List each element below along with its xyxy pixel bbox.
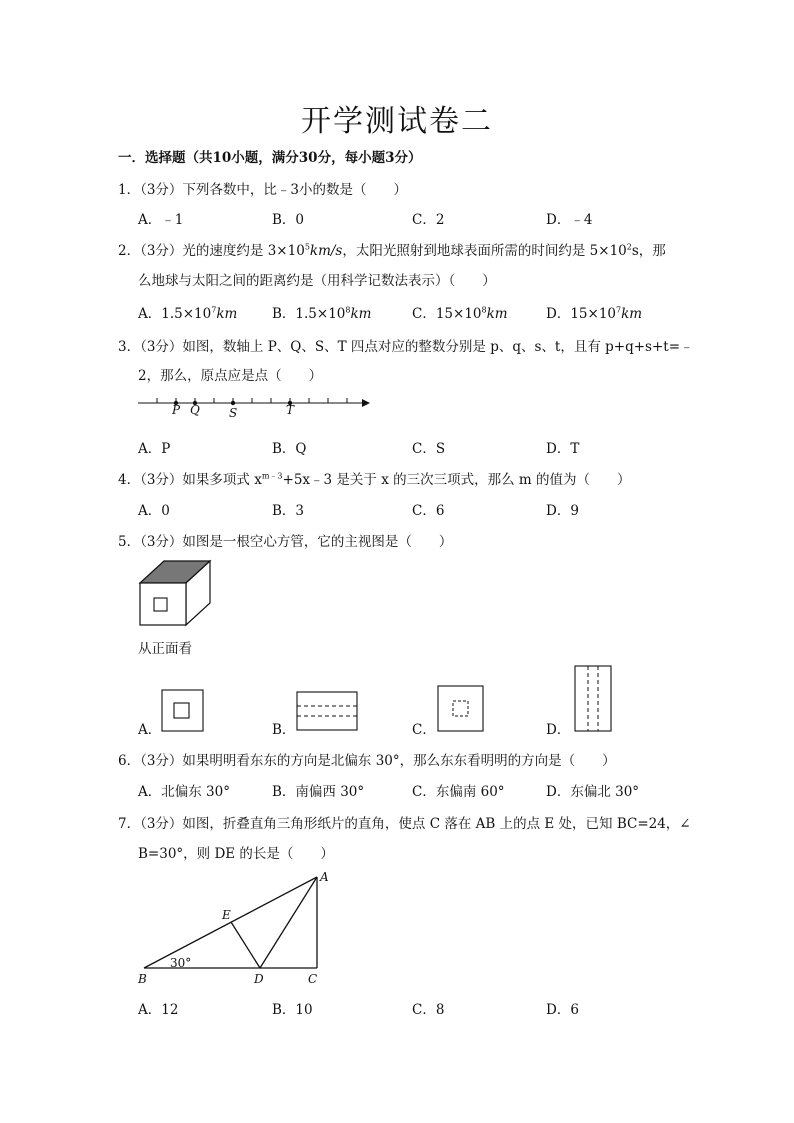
q5-option-b[interactable]: B． <box>272 722 296 738</box>
question-3-line2: 2，那么，原点应是点（ ） <box>138 368 323 384</box>
axis-label-q: Q <box>190 403 200 417</box>
q3-option-c[interactable]: C．S <box>412 441 446 457</box>
q2-option-a-exp: 7 <box>211 305 217 315</box>
page-title: 开学测试卷二 <box>301 104 493 139</box>
q2-exp-1: 5 <box>304 242 310 252</box>
q4-option-b[interactable]: B．3 <box>272 503 305 519</box>
q6-option-b[interactable]: B．南偏西 30° <box>272 784 365 800</box>
q1-option-d[interactable]: D．﹣4 <box>546 212 593 228</box>
q2-unit-2: s，那 <box>631 243 666 259</box>
vertex-label-e: E <box>222 908 231 922</box>
q2-option-d-exp: 7 <box>616 305 622 315</box>
q4-option-a[interactable]: A．0 <box>138 503 170 519</box>
q2-option-a-unit: km <box>216 306 238 322</box>
question-5-stem: 5．（3分）如图是一根空心方管，它的主视图是（ ） <box>118 534 453 550</box>
question-7-line1: 7．（3分）如图，折叠直角三角形纸片的直角，使点 C 落在 AB 上的点 E 处，已知 BC=24，∠ <box>118 816 691 832</box>
q4-option-d[interactable]: D．9 <box>546 503 579 519</box>
q5-option-d[interactable]: D． <box>546 722 571 738</box>
q1-option-c[interactable]: C．2 <box>412 212 445 228</box>
q4-option-c[interactable]: C．6 <box>412 503 445 519</box>
q6-option-d[interactable]: D．东偏北 30° <box>546 784 640 800</box>
q2-option-d-label: D．15×10 <box>546 306 616 322</box>
q4-exponent: m﹣3 <box>261 471 283 481</box>
q3-option-b[interactable]: B．Q <box>272 441 307 457</box>
vertex-label-b: B <box>138 972 147 986</box>
q2-option-d-unit: km <box>621 306 643 322</box>
section-heading: 一．选择题（共10小题，满分30分，每小题3分） <box>118 150 422 166</box>
axis-label-p: P <box>172 403 181 417</box>
q7-option-d[interactable]: D．6 <box>546 1002 579 1018</box>
q1-option-a[interactable]: A．﹣1 <box>138 212 184 228</box>
question-2-line2: 么地球与太阳之间的距离约是（用科学记数法表示）（ ） <box>138 273 496 289</box>
q2-text-b: ，太阳光照射到地球表面所需的时间约是 5×10 <box>342 243 627 259</box>
q2-text-a: 2．（3分）光的速度约是 3×10 <box>118 243 305 259</box>
q2-option-b-exp: 8 <box>345 305 351 315</box>
axis-label-s: S <box>229 406 238 420</box>
q7-option-b[interactable]: B．10 <box>272 1002 313 1018</box>
segment-de <box>231 922 260 968</box>
question-7-line2: B=30°，则 DE 的长是（ ） <box>138 846 334 862</box>
vertex-label-a: A <box>320 870 329 884</box>
q7-option-c[interactable]: C．8 <box>412 1002 445 1018</box>
question-3-line1: 3．（3分）如图，数轴上 P、Q、S、T 四点对应的整数分别是 p、q、s、t，且有 p+q+s+t=﹣ <box>118 339 694 355</box>
q3-option-d[interactable]: D．T <box>546 441 580 457</box>
q4-text-b: +5x﹣3 是关于 x 的三次三项式，那么 m 的值为（ ） <box>282 472 631 488</box>
q2-option-a-label: A．1.5×10 <box>138 306 212 322</box>
q2-exp-2: 2 <box>626 242 632 252</box>
fold-line-ad <box>260 877 317 968</box>
side-ab <box>144 877 317 968</box>
q2-option-c-unit: km <box>486 306 508 322</box>
q2-option-b-label: B．1.5×10 <box>272 306 346 322</box>
q2-option-c-label: C．15×10 <box>412 306 482 322</box>
q2-option-b-unit: km <box>350 306 372 322</box>
question-6-stem: 6．（3分）如果明明看东东的方向是北偏东 30°，那么东东看明明的方向是（ ） <box>118 753 616 769</box>
q1-option-b[interactable]: B．0 <box>272 212 305 228</box>
angle-label-b: 30° <box>170 956 192 970</box>
q6-option-c[interactable]: C．东偏南 60° <box>412 784 505 800</box>
vertex-label-d: D <box>254 972 264 986</box>
vertex-label-c: C <box>308 972 318 986</box>
q3-option-a[interactable]: A．P <box>138 441 171 457</box>
q7-option-a[interactable]: A．12 <box>138 1002 179 1018</box>
axis-label-t: T <box>286 403 295 417</box>
q2-unit-1: km/s <box>309 243 343 259</box>
q6-option-a[interactable]: A．北偏东 30° <box>138 784 230 800</box>
view-caption: 从正面看 <box>138 641 192 657</box>
question-1-stem: 1．（3分）下列各数中，比﹣3小的数是（ ） <box>118 182 408 198</box>
q5-option-a[interactable]: A． <box>138 722 162 738</box>
q4-text-a: 4．（3分）如果多项式 x <box>118 472 262 488</box>
q2-option-c-exp: 8 <box>481 305 487 315</box>
q5-option-c[interactable]: C． <box>412 722 436 738</box>
